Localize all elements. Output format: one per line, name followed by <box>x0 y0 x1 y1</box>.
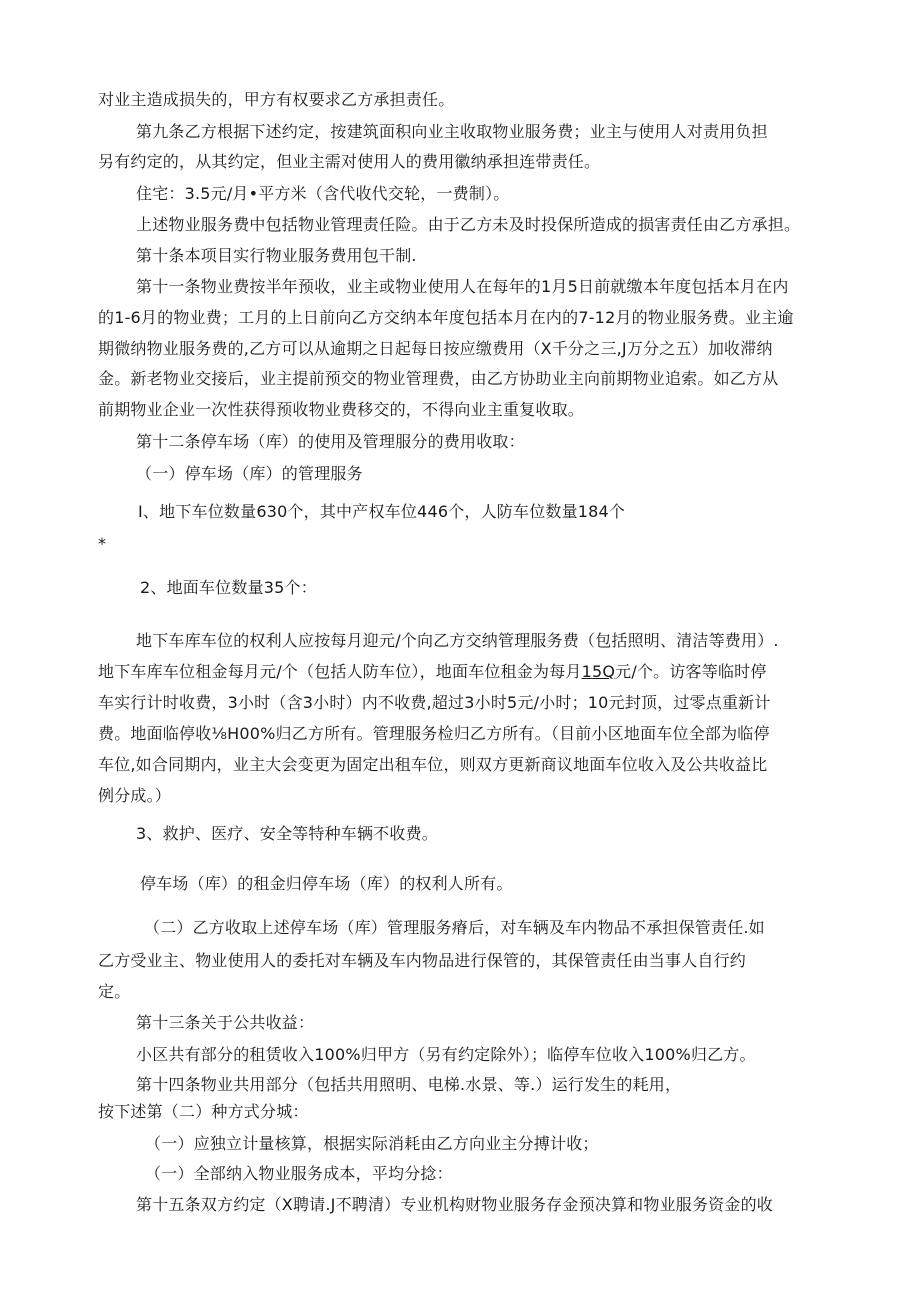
text-line: 上述物业服务费中包括物业管理责任险。由于乙方未及时投保所造成的损害责任由乙方承担。 <box>136 215 801 234</box>
text-line: 第九条乙方根据下述约定，按建筑面积向业主收取物业服务费；业主与使用人对责用负担 <box>136 122 768 141</box>
text-line: 地下车库车位的权利人应按每月迎元/个向乙方交纳管理服务费（包括照明、清洁等费用）. <box>136 631 779 650</box>
text-line: 前期物业企业一次性获得预收物业费移交的，不得向业主重复收取。 <box>98 400 585 419</box>
text-line: 金。新老物业交接后，业主提前预交的物业管理费，由乙方协助业主向前期物业追索。如乙方从 <box>98 369 779 388</box>
text-line: 另有约定的，从其约定，但业主需对使用人的费用徽纳承担连带责任。 <box>98 152 601 171</box>
text-segment: 地下车库车位租金每月元/个（包括人防车位），地面车位租金为每月 <box>98 662 582 681</box>
section-heading: 第十三条关于公共收益： <box>136 1013 315 1032</box>
text-line: 期微纳物业服务费的,乙方可以从逾期之日起每日按应缴费用（X千分之三,J万分之五）加收滞纳 <box>98 339 773 358</box>
text-line: 3、救护、医疗、安全等特种车辆不收费。 <box>136 824 438 843</box>
text-line: 对业主造成损失的，甲方有权要求乙方承担责任。 <box>98 90 455 109</box>
text-line: 车实行计时收费，3小时（含3小时）内不收费,超过3小时5元/小时；10元封顶，过零点重新计 <box>98 693 771 712</box>
text-line: 小区共有部分的租赁收入100%归甲方（另有约定除外）；临停车位收入100%归乙方。 <box>136 1045 756 1064</box>
underlined-amount: 15Q <box>581 662 616 681</box>
section-heading: 第十二条停车场（库）的使用及管理服分的费用收取： <box>136 432 525 451</box>
text-line: I、地下车位数量630个，其中产权车位446个，人防车位数量184个 <box>138 502 626 521</box>
text-line: 住宅：3.5元/月•平方米（含代收代交轮，一费制）。 <box>136 184 510 203</box>
text-line: 费。地面临停收⅛H00%归乙方所有。管理服务检归乙方所有。（目前小区地面车位全部为临停 <box>98 724 770 743</box>
text-line: 的1-6月的物业费；工月的上日前向乙方交纳本年度包括本月在内的7-12月的物业服务费。业主逾 <box>98 308 794 327</box>
text-line <box>98 661 767 683</box>
text-line: 例分成。） <box>98 786 172 805</box>
text-line: 第十五条双方约定（X聘请.J不聘清）专业机构财物业服务存金预决算和物业服务资金的收 <box>136 1195 773 1214</box>
text-line: 2、地面车位数量35个： <box>140 578 317 597</box>
text-line: 第十条本项目实行物业服务费用包干制. <box>136 246 417 265</box>
text-line: 第十四条物业共用部分（包括共用照明、电梯.水景、等.）运行发生的耗用， <box>136 1075 682 1094</box>
text-line: （二）乙方收取上述停车场（库）管理服务瘠后，对车辆及车内物品不承担保管责任.如 <box>144 918 765 937</box>
subsection-heading: （一）停车场（库）的管理服务 <box>136 464 363 483</box>
stray-mark: * <box>98 534 107 553</box>
text-line: （一）全部纳入物业服务成本，平均分捻： <box>145 1164 453 1183</box>
text-segment: 元/个。访客等临时停 <box>615 662 767 681</box>
text-line: 停车场（库）的租金归停车场（库）的权利人所有。 <box>140 874 513 893</box>
text-line: 乙方受业主、物业使用人的委托对车辆及车内物品进行保管的，其保管责任由当事人自行约 <box>98 951 747 970</box>
text-line: 定。 <box>98 982 131 1001</box>
text-line: （一）应独立计量核算，根据实际消耗由乙方向业主分搏计收； <box>145 1134 599 1153</box>
text-line: 车位,如合同期内，业主大会变更为固定出租车位，则双方更新商议地面车位收入及公共收益比 <box>98 755 768 774</box>
text-line: 按下述第（二）种方式分城： <box>98 1102 309 1121</box>
text-line: 第十一条物业费按半年预收，业主或物业使用人在每年的1月5日前就缴本年度包括本月在内 <box>136 277 789 296</box>
